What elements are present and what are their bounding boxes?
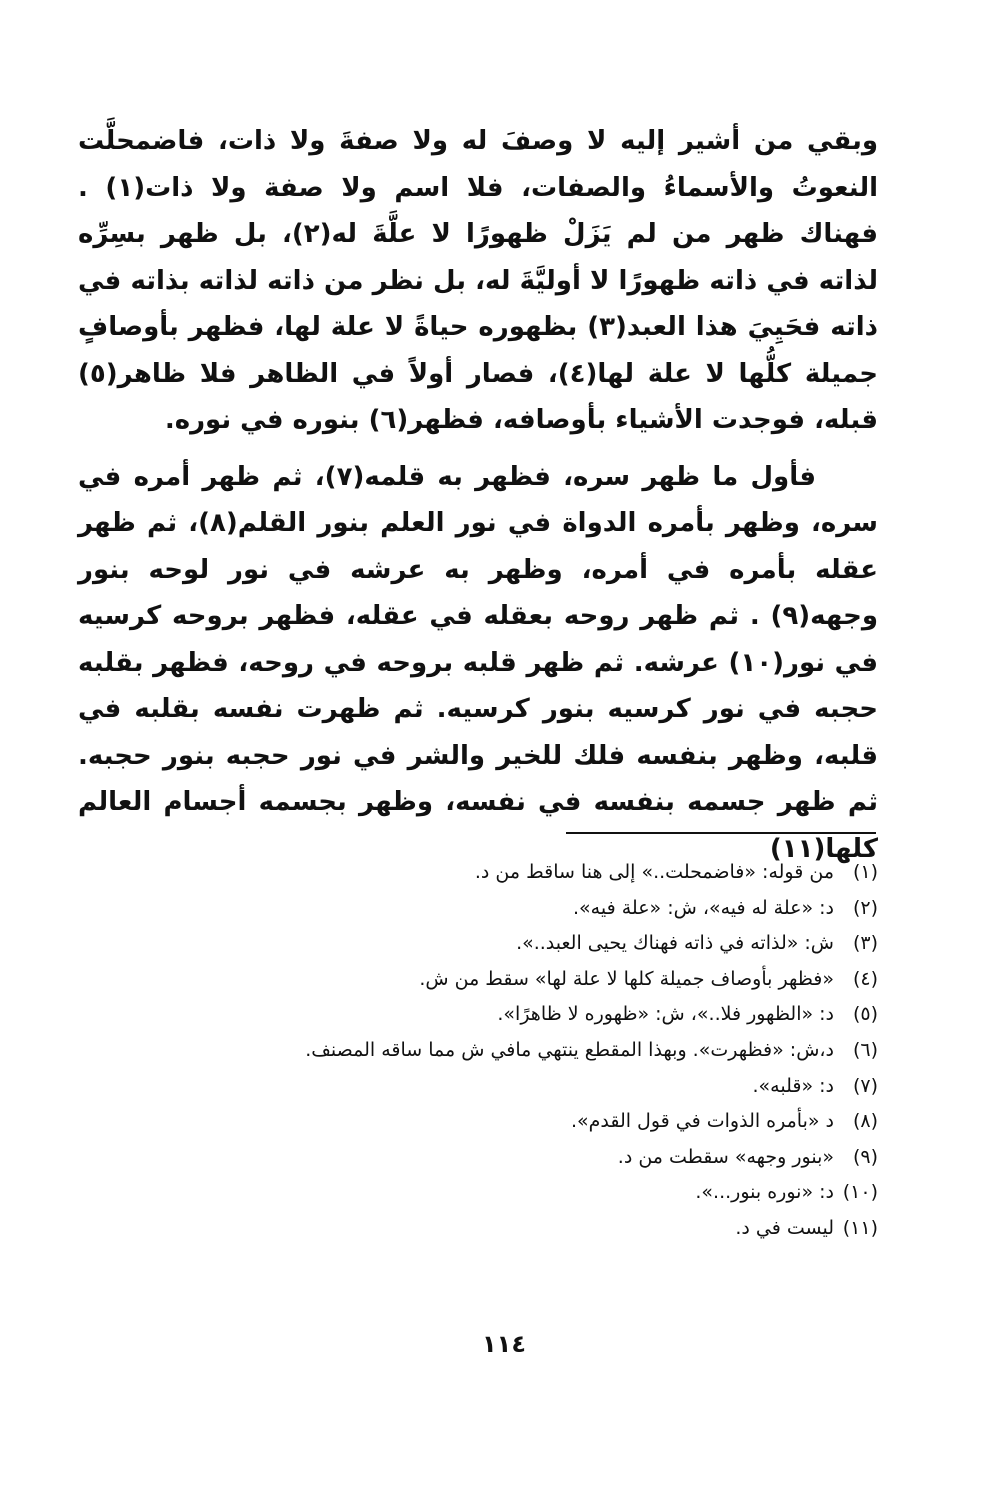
footnote-item: [78, 962, 878, 998]
footnote-text: د: «قلبه».: [752, 1074, 834, 1097]
footnote-item: [78, 1033, 878, 1069]
footnote-number: (١٠): [842, 1181, 878, 1204]
footnote-number: (٨): [852, 1110, 878, 1133]
footnote-item: [78, 997, 878, 1033]
footnote-number: (٤): [852, 967, 878, 990]
main-text: [78, 118, 878, 872]
footnote-item: [78, 1140, 878, 1176]
footnote-text: د: «الظهور فلا..»، ش: «ظهوره لا ظاهرًا».: [497, 1003, 834, 1026]
footnote-number: (٥): [852, 1003, 878, 1026]
footnote-text: «فظهر بأوصاف جميلة كلها لا علة لها» سقط من ش.: [419, 967, 834, 990]
footnote-text: ليست في د.: [735, 1216, 834, 1239]
paragraph-1: وبقي من أشير إليه لا وصفَ له ولا صفةَ ولا ذات، فاضمحلَّت النعوتُ والأسماءُ والصفات، فلا اسم ولا صفة ولا ذات(١) . فهناك ظهر من لم يَزَلْ ظهورًا لا علَّةَ له(٢)، بل ظهر بسِرِّه لذاته في ذاته ظهورًا لا أوليَّةَ له، بل نظر من ذاته لذاته بذاته في ذاته فحَيِيَ هذا العبد(٣) بظهوره حياةً لا علة لها، فظهر بأوصافٍ جميلة كلُّها لا علة لها(٤)، فصار أولاً في الظاهر فلا ظاهر(٥) قبله، فوجدت الأشياء بأوصافه، فظهر(٦) بنوره في نوره.: [78, 126, 879, 435]
footnote-number: (١): [852, 861, 878, 883]
footnote-text: د،ش: «فظهرت». وبهذا المقطع ينتهي مافي ش مما ساقه المصنف.: [305, 1038, 834, 1061]
footnote-item: [78, 855, 878, 891]
footnotes-list: [78, 855, 878, 1247]
footnote-text: د «بأمره الذوات في قول القدم».: [570, 1110, 834, 1133]
footnote-item: [78, 1211, 878, 1247]
footnote-text: د: «نوره بنور...».: [695, 1181, 834, 1204]
footnote-item: [78, 926, 878, 962]
footnote-divider: [566, 832, 876, 834]
footnote-text: د: «علة له فيه»، ش: «علة فيه».: [573, 896, 834, 919]
footnote-item: [78, 1069, 878, 1105]
footnote-item: [78, 891, 878, 927]
footnote-number: (٦): [852, 1038, 878, 1061]
paragraph-2: فأول ما ظهر سره، فظهر به قلمه(٧)، ثم ظهر أمره في سره، وظهر بأمره الدواة في نور العلم بنور القلم(٨)، ثم ظهر عقله بأمره في أمره، وظهر به عرشه في نور لوحه بنور وجهه(٩) . ثم ظهر روحه بعقله في عقله، فظهر بروحه كرسيه في نور(١٠) عرشه. ثم ظهر قلبه بروحه في روحه، فظهر بقلبه حجبه في نور كرسيه بنور كرسيه. ثم ظهرت نفسه بقلبه في قلبه، وظهر بنفسه فلك للخير والشر في نور حجبه بنور حجبه. ثم ظهر جسمه بنفسه في نفسه، وظهر بجسمه أجسام العالم كلها(١١): [78, 461, 878, 864]
footnote-item: [78, 1175, 878, 1211]
footnote-text: «بنور وجهه» سقطت من د.: [617, 1145, 834, 1168]
footnote-number: (٣): [852, 932, 878, 955]
page-number: ١١٤: [482, 1330, 526, 1358]
footnote-number: (٩): [852, 1145, 878, 1168]
footnote-number: (٧): [852, 1074, 878, 1097]
footnote-number: (١١): [842, 1216, 878, 1239]
footnote-item: [78, 1104, 878, 1140]
footnote-number: (٢): [852, 896, 878, 919]
footnote-text: ش: «لذاته في ذاته فهناك يحيى العبد..».: [516, 932, 834, 955]
footnote-text: من قوله: «فاضمحلت..» إلى هنا ساقط من د.: [474, 861, 834, 883]
